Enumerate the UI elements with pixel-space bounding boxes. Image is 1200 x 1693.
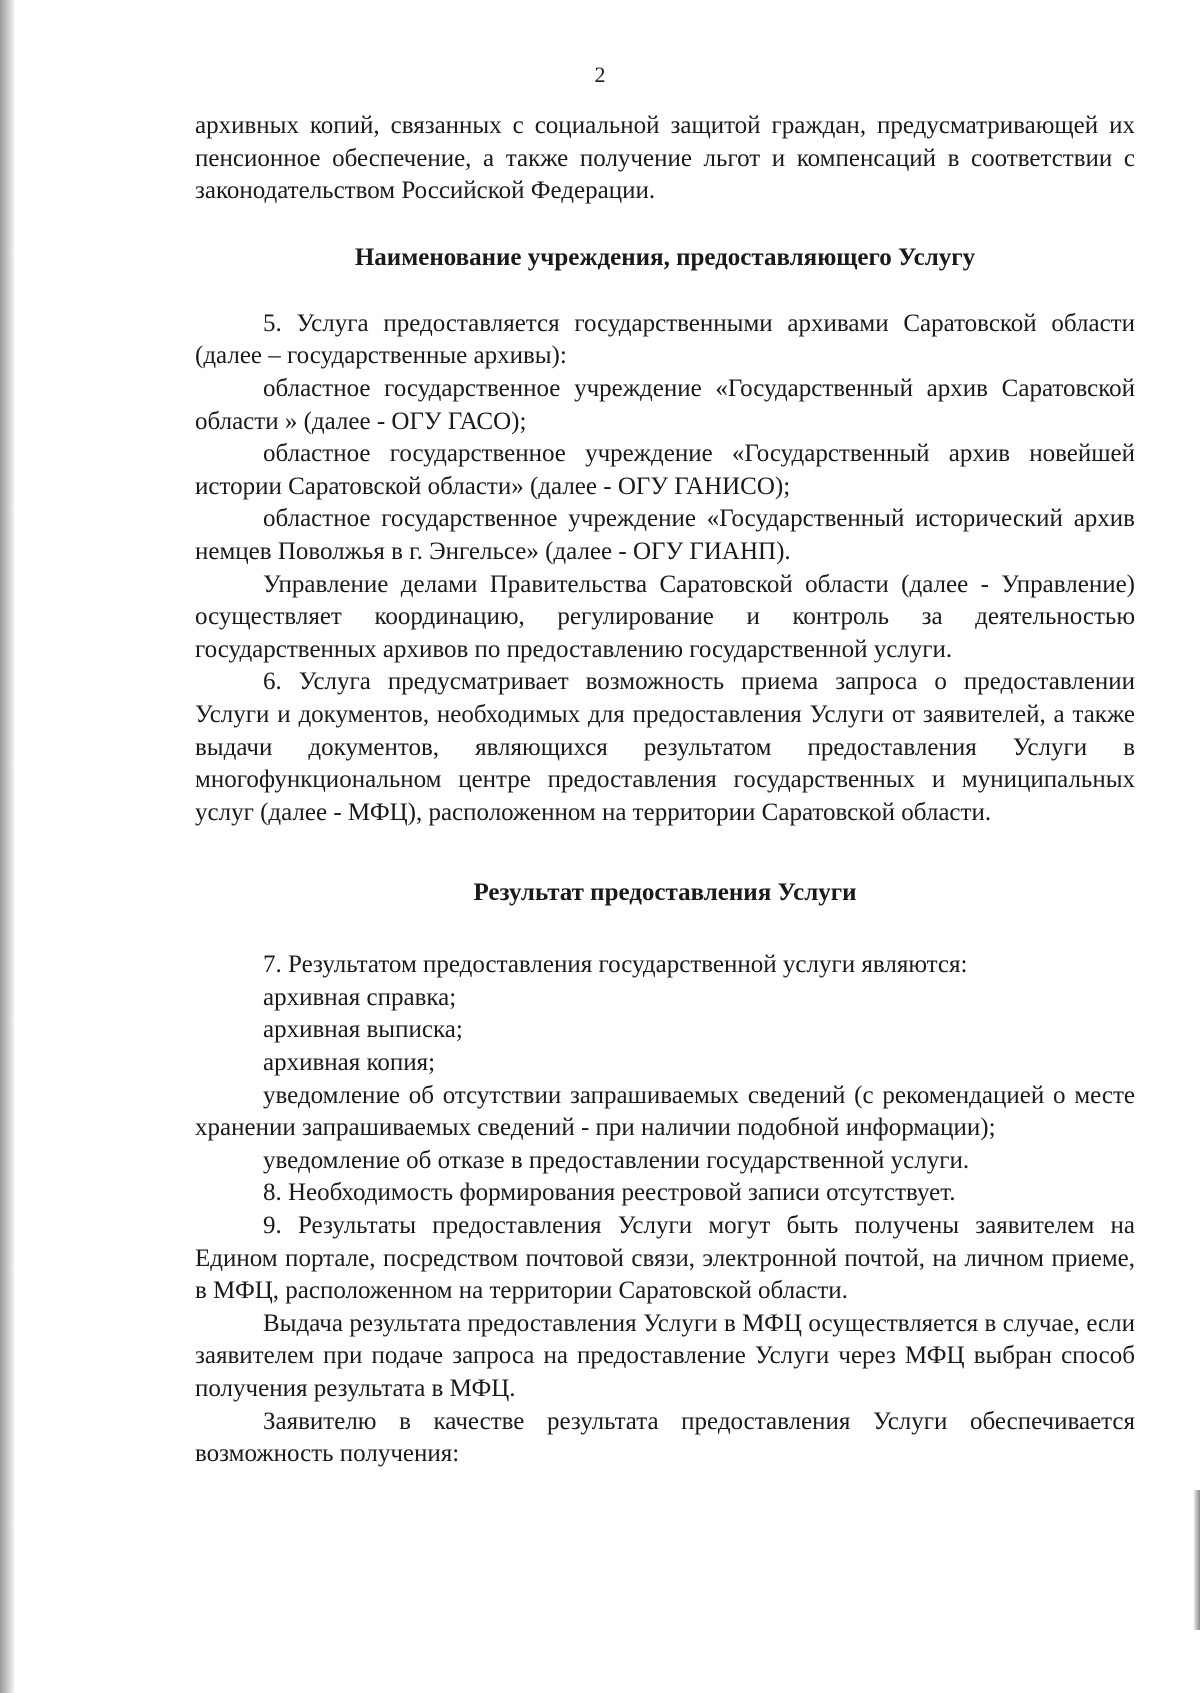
archive-gianp: областное государственное учреждение «Государственный исторический архив немцев Поволжья в г. Энгельсе» (далее - ОГУ ГИАНП). — [195, 505, 1135, 565]
scan-right-edge — [1194, 1490, 1200, 1630]
scan-left-edge — [0, 0, 14, 1693]
paragraph-9: 9. Результаты предоставления Услуги могут быть получены заявителем на Едином портале, посредством почтовой связи, электронной почтой, на личном приеме, в МФЦ, расположенном на территории Саратовской области. — [195, 1212, 1135, 1305]
paragraph-6: 6. Услуга предусматривает возможность приема запроса о предоставлении Услуги и документов, необходимых для предоставления Услуги от заявителей, а также выдачи документов, являющихся результатом предоставления Услуги в многофункциональном центре предоставления государственных и муниципальных услуг (далее - МФЦ), расположенном на территории Саратовской области. — [195, 668, 1135, 826]
paragraph-5: 5. Услуга предоставляется государственными архивами Саратовской области (далее – государственные архивы): — [195, 309, 1135, 370]
applicant-receipt-paragraph: Заявителю в качестве результата предоставления Услуги обеспечивается возможность получения: — [195, 1407, 1135, 1468]
result-item-reference: архивная справка; — [263, 983, 457, 1011]
result-item-extract: архивная выписка; — [263, 1016, 463, 1044]
paragraph-8: 8. Необходимость формирования реестровой записи отсутствует. — [263, 1179, 956, 1207]
result-item-absence-notice: уведомление об отсутствии запрашиваемых сведений (с рекомендацией о месте хранении запрашиваемых сведений - при наличии подобной информации); — [195, 1081, 1135, 1142]
intro-paragraph: архивных копий, связанных с социальной защитой граждан, предусматривающей их пенсионное обеспечение, а также получение льгот и компенсаций в соответствии с законодательством Российской Федерации. — [195, 112, 1135, 205]
paragraph-7: 7. Результатом предоставления государственной услуги являются: — [263, 951, 968, 979]
management-paragraph: Управление делами Правительства Саратовской области (далее - Управление) осуществляет координацию, регулирование и контроль за деятельностью государственных архивов по предоставлению государственной услуги. — [195, 570, 1135, 663]
archive-ganiso: областное государственное учреждение «Государственный архив новейшей истории Саратовской области» (далее - ОГУ ГАНИСО); — [195, 440, 1135, 500]
document-body — [195, 110, 1135, 1471]
page-number: 2 — [594, 62, 606, 87]
result-item-refusal-notice: уведомление об отказе в предоставлении государственной услуги. — [263, 1146, 970, 1174]
section-heading-institution: Наименование учреждения, предоставляющего Услугу — [354, 243, 976, 271]
archive-gaso: областное государственное учреждение «Государственный архив Саратовской области » (далее - ОГУ ГАСО); — [195, 374, 1135, 435]
result-item-copy: архивная копия; — [263, 1049, 436, 1077]
mfc-issuance-paragraph: Выдача результата предоставления Услуги в МФЦ осуществляется в случае, если заявителем при подаче запроса на предоставление Услуги через МФЦ выбран способ получения результата в МФЦ. — [195, 1309, 1135, 1402]
section-heading-result: Результат предоставления Услуги — [473, 879, 857, 907]
